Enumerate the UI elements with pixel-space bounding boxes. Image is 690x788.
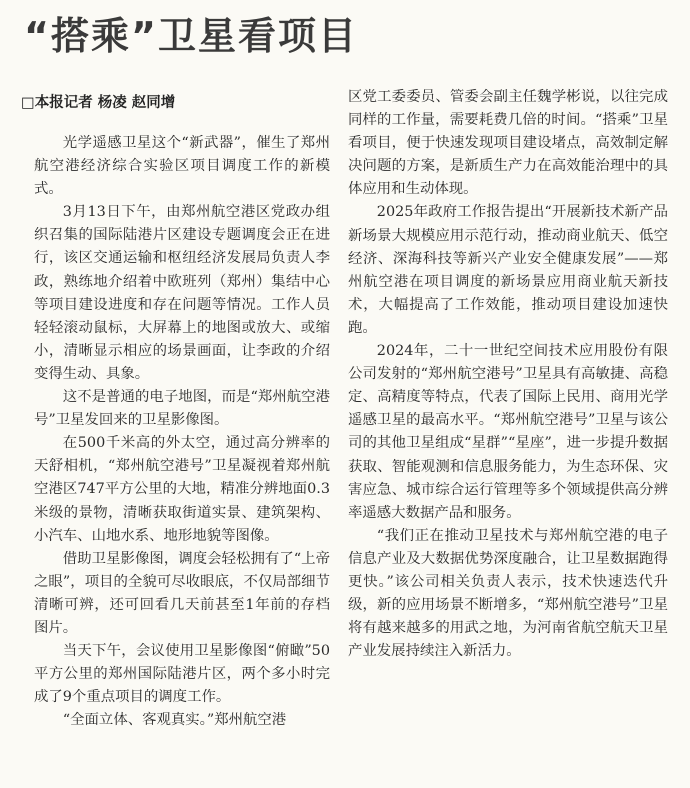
paragraph: “全面立体、客观真实。”郑州航空港 [62, 712, 287, 729]
paragraph: 当天下午，会议使用卫星影像图“俯瞰”50平方公里的郑州国际陆港片区，两个多小时完成了9个重点项目的调度工作。 [34, 643, 330, 706]
right-column [348, 86, 668, 663]
paragraph: 借助卫星影像图，调度会轻松拥有了“上帝之眼”，项目的全貌可尽收眼底，不仅局部细节清晰可辨，还可回看几天前甚至1年前的存档图片。 [34, 550, 330, 636]
paragraph: 在500千米高的外太空，通过高分辨率的天舒相机，“郑州航空港号”卫星凝视着郑州航空港区747平方公里的大地，精准分辨地面0.3米级的景物，清晰获取街道实景、建筑架构、小汽车、山地水系、地形地貌等图像。 [34, 435, 330, 544]
paragraph: 2025年政府工作报告提出“开展新技术新产品新场景大规模应用示范行动，推动商业航天、低空经济、深海科技等新兴产业安全健康发展”——郑州航空港在项目调度的新场景应用商业航天新技术，大幅提高了工作效能，推动项目建设加速快跑。 [348, 204, 668, 336]
paragraph: 3月13日下午，由郑州航空港区党政办组织召集的国际陆港片区建设专题调度会正在进行，该区交通运输和枢纽经济发展局负责人李政，熟练地介绍着中欧班列（郑州）集结中心等项目建设进度和存在问题等情况。工作人员轻轻滚动鼠标，大屏幕上的地图或放大、或缩小，清晰显示相应的场景画面，让李政的介绍变得生动、具象。 [34, 204, 330, 382]
byline: □本报记者 杨凌 赵同增 [21, 95, 176, 111]
paragraph: 光学遥感卫星这个“新武器”，催生了郑州航空港经济综合实验区项目调度工作的新模式。 [34, 135, 330, 198]
paragraph: “我们正在推动卫星技术与郑州航空港的电子信息产业及大数据优势深度融合，让卫星数据跑得更快。”该公司相关负责人表示，技术快速迭代升级，新的应用场景不断增多，“郑州航空港号”卫星将有越来越多的用武之地，为河南省航空航天卫星产业发展持续注入新活力。 [348, 527, 668, 660]
left-column [34, 132, 330, 732]
paragraph: 2024年，二十一世纪空间技术应用股份有限公司发射的“郑州航空港号”卫星具有高敏捷、高稳定、高精度等特点，代表了国际上民用、商用光学遥感卫星的最高水平。“郑州航空港号”卫星与该公司的其他卫星组成“星群”“星座”，进一步提升数据获取、智能观测和信息服务能力，为生态环保、灾害应急、城市综合运行管理等多个领域提供高分辨率遥感大数据产品和服务。 [348, 343, 668, 521]
headline: “搭乘”卫星看项目 [24, 14, 358, 58]
paragraph-continuation: 区党工委委员、管委会副主任魏学彬说，以往完成同样的工作量，需要耗费几倍的时间。“搭乘”卫星看项目，便于快速发现项目建设堵点，高效制定解决问题的方案，是新质生产力在高效能治理中的具体应用和生动体现。 [348, 89, 668, 198]
paragraph: 这不是普通的电子地图，而是“郑州航空港号”卫星发回来的卫星影像图。 [34, 389, 330, 429]
